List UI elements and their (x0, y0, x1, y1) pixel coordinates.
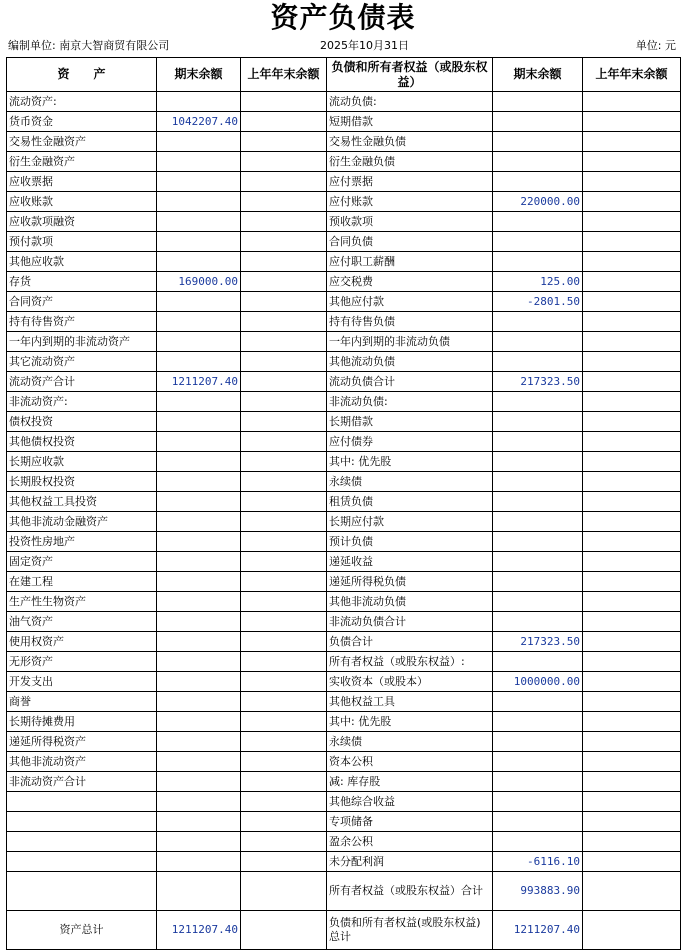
table-row (7, 412, 681, 432)
liability-end-value (493, 232, 583, 252)
asset-prev-value (241, 92, 327, 112)
asset-label: 油气资产 (7, 612, 157, 632)
grand-total-row (7, 911, 681, 950)
asset-label: 债权投资 (7, 412, 157, 432)
liability-prev-value (583, 512, 681, 532)
liability-label: 减: 库存股 (327, 772, 493, 792)
total-liab-equity-label: 负债和所有者权益(或股东权益)总计 (327, 911, 493, 950)
liability-label: 非流动负债: (327, 392, 493, 412)
asset-end-value (157, 672, 241, 692)
table-row (7, 792, 681, 812)
asset-label: 长期应收款 (7, 452, 157, 472)
asset-end-value (157, 452, 241, 472)
asset-end-value (157, 492, 241, 512)
asset-label: 合同资产 (7, 292, 157, 312)
liability-end-value (493, 492, 583, 512)
table-row (7, 732, 681, 752)
asset-prev-value (241, 792, 327, 812)
asset-label (7, 812, 157, 832)
liability-prev-value (583, 232, 681, 252)
liability-label: 其中: 优先股 (327, 452, 493, 472)
liability-prev-value (583, 392, 681, 412)
liability-prev-value (583, 652, 681, 672)
table-row (7, 352, 681, 372)
liability-prev-value (583, 672, 681, 692)
asset-label: 递延所得税资产 (7, 732, 157, 752)
liability-end-value (493, 412, 583, 432)
liability-end-value (493, 472, 583, 492)
liability-label: 持有待售负债 (327, 312, 493, 332)
asset-label: 其他权益工具投资 (7, 492, 157, 512)
liability-label: 未分配利润 (327, 852, 493, 872)
asset-prev-value (241, 432, 327, 452)
asset-end-value: 169000.00 (157, 272, 241, 292)
liability-prev-value (583, 352, 681, 372)
asset-prev-value (241, 252, 327, 272)
table-row (7, 272, 681, 292)
liability-end-value (493, 752, 583, 772)
asset-prev-value (241, 172, 327, 192)
asset-label: 应收款项融资 (7, 212, 157, 232)
liability-end-value (493, 392, 583, 412)
table-row (7, 372, 681, 392)
total-assets-label: 资产总计 (7, 911, 157, 950)
asset-prev-value (241, 272, 327, 292)
header-prev-year: 上年年末余额 (241, 58, 327, 92)
asset-end-value (157, 612, 241, 632)
asset-label: 无形资产 (7, 652, 157, 672)
table-row (7, 612, 681, 632)
asset-end-value (157, 292, 241, 312)
table-row (7, 172, 681, 192)
liability-label: 资本公积 (327, 752, 493, 772)
liability-label: 非流动负债合计 (327, 612, 493, 632)
asset-label: 其他应收款 (7, 252, 157, 272)
liability-prev-value (583, 212, 681, 232)
table-row (7, 92, 681, 112)
liability-prev-value (583, 792, 681, 812)
asset-label: 长期待摊费用 (7, 712, 157, 732)
asset-end-value (157, 792, 241, 812)
asset-prev-value (241, 752, 327, 772)
liability-prev-value (583, 272, 681, 292)
liability-prev-value (583, 712, 681, 732)
liability-prev-value (583, 132, 681, 152)
table-row (7, 852, 681, 872)
asset-prev-value (241, 292, 327, 312)
table-row (7, 252, 681, 272)
liability-end-value (493, 352, 583, 372)
asset-prev-value (241, 452, 327, 472)
liability-label: 一年内到期的非流动负债 (327, 332, 493, 352)
liability-prev-value (583, 752, 681, 772)
equity-total-value: 993883.90 (493, 872, 583, 911)
asset-end-value (157, 552, 241, 572)
liability-prev-value (583, 332, 681, 352)
header-assets: 资 产 (7, 58, 157, 92)
liability-prev-value (583, 832, 681, 852)
asset-label (7, 852, 157, 872)
asset-label: 生产性生物资产 (7, 592, 157, 612)
asset-label: 应收账款 (7, 192, 157, 212)
liability-prev-value (583, 252, 681, 272)
asset-prev-value (241, 712, 327, 732)
liability-label: 其他综合收益 (327, 792, 493, 812)
asset-label: 其他债权投资 (7, 432, 157, 452)
asset-label (7, 792, 157, 812)
liability-prev-value (583, 492, 681, 512)
asset-prev-value (241, 832, 327, 852)
asset-label: 持有待售资产 (7, 312, 157, 332)
asset-prev-value (241, 132, 327, 152)
asset-prev-value (241, 732, 327, 752)
asset-end-value (157, 692, 241, 712)
asset-label: 使用权资产 (7, 632, 157, 652)
asset-end-value (157, 772, 241, 792)
asset-prev-value (241, 232, 327, 252)
liability-prev-value (583, 572, 681, 592)
table-row (7, 432, 681, 452)
liability-label: 实收资本（或股本） (327, 672, 493, 692)
asset-label: 在建工程 (7, 572, 157, 592)
asset-prev-value (241, 152, 327, 172)
asset-end-value (157, 412, 241, 432)
liability-prev-value (583, 412, 681, 432)
asset-prev-value (241, 312, 327, 332)
asset-prev-value (241, 472, 327, 492)
asset-end-value (157, 712, 241, 732)
table-header-row (7, 58, 681, 92)
asset-label (7, 832, 157, 852)
liability-label: 租赁负债 (327, 492, 493, 512)
liability-end-value (493, 692, 583, 712)
liability-end-value (493, 152, 583, 172)
asset-prev-value (241, 572, 327, 592)
asset-prev-value (241, 692, 327, 712)
liab-prev-value (583, 872, 681, 911)
asset-prev-value (241, 532, 327, 552)
liability-end-value (493, 772, 583, 792)
table-row (7, 112, 681, 132)
liability-prev-value (583, 292, 681, 312)
asset-label: 开发支出 (7, 672, 157, 692)
asset-end-value (157, 832, 241, 852)
liability-label: 其他流动负债 (327, 352, 493, 372)
table-row (7, 672, 681, 692)
header-end-balance: 期末余额 (157, 58, 241, 92)
liability-end-value: 217323.50 (493, 632, 583, 652)
liability-end-value (493, 92, 583, 112)
asset-label: 一年内到期的非流动资产 (7, 332, 157, 352)
liability-prev-value (583, 112, 681, 132)
asset-label: 固定资产 (7, 552, 157, 572)
liability-prev-value (583, 192, 681, 212)
asset-label: 商誉 (7, 692, 157, 712)
liability-label: 应付票据 (327, 172, 493, 192)
asset-prev-value (241, 592, 327, 612)
liability-label: 长期借款 (327, 412, 493, 432)
liability-prev-value (583, 692, 681, 712)
liability-label: 所有者权益（或股东权益）: (327, 652, 493, 672)
table-row (7, 632, 681, 652)
liability-prev-value (583, 432, 681, 452)
asset-end-value (157, 252, 241, 272)
liability-end-value (493, 172, 583, 192)
liability-end-value (493, 712, 583, 732)
table-row (7, 532, 681, 552)
asset-end-value (157, 872, 241, 911)
asset-prev-value (241, 872, 327, 911)
liability-prev-value (583, 812, 681, 832)
liability-prev-value (583, 92, 681, 112)
asset-prev-value (241, 852, 327, 872)
liability-end-value (493, 432, 583, 452)
table-row (7, 332, 681, 352)
asset-prev-value (241, 812, 327, 832)
liability-label: 其他权益工具 (327, 692, 493, 712)
liability-end-value: 125.00 (493, 272, 583, 292)
asset-prev-value (241, 612, 327, 632)
asset-label: 流动资产: (7, 92, 157, 112)
liability-end-value (493, 112, 583, 132)
liability-end-value: 1000000.00 (493, 672, 583, 692)
header-liabilities: 负债和所有者权益（或股东权益） (327, 58, 493, 92)
liability-label: 短期借款 (327, 112, 493, 132)
table-row (7, 812, 681, 832)
liability-end-value (493, 612, 583, 632)
equity-total-label: 所有者权益（或股东权益）合计 (327, 872, 493, 911)
liability-end-value (493, 592, 583, 612)
table-row (7, 392, 681, 412)
liability-label: 永续债 (327, 472, 493, 492)
liability-prev-value (583, 772, 681, 792)
liability-prev-value (583, 452, 681, 472)
table-row (7, 512, 681, 532)
table-row (7, 232, 681, 252)
asset-end-value (157, 332, 241, 352)
liability-label: 长期应付款 (327, 512, 493, 532)
liability-label: 递延所得税负债 (327, 572, 493, 592)
liability-end-value (493, 452, 583, 472)
liability-label: 应付职工薪酬 (327, 252, 493, 272)
liability-prev-value (583, 472, 681, 492)
asset-label: 非流动资产: (7, 392, 157, 412)
asset-prev-value (241, 332, 327, 352)
liability-end-value (493, 832, 583, 852)
asset-label: 非流动资产合计 (7, 772, 157, 792)
header-end-balance-right: 期末余额 (493, 58, 583, 92)
asset-end-value (157, 852, 241, 872)
liability-prev-value (583, 732, 681, 752)
asset-end-value (157, 512, 241, 532)
asset-label: 投资性房地产 (7, 532, 157, 552)
asset-label: 其他非流动金融资产 (7, 512, 157, 532)
table-row (7, 492, 681, 512)
table-row (7, 592, 681, 612)
liability-end-value: -2801.50 (493, 292, 583, 312)
table-row (7, 652, 681, 672)
asset-end-value (157, 232, 241, 252)
report-date: 2025年10月31日 (320, 39, 409, 52)
asset-end-value: 1042207.40 (157, 112, 241, 132)
liability-end-value: 217323.50 (493, 372, 583, 392)
total-assets-prev-value (241, 911, 327, 950)
liability-label: 预计负债 (327, 532, 493, 552)
liability-label: 交易性金融负债 (327, 132, 493, 152)
asset-label: 流动资产合计 (7, 372, 157, 392)
asset-end-value (157, 472, 241, 492)
liability-end-value (493, 332, 583, 352)
table-row (7, 152, 681, 172)
asset-end-value (157, 572, 241, 592)
liability-label: 应付账款 (327, 192, 493, 212)
asset-end-value (157, 312, 241, 332)
asset-prev-value (241, 512, 327, 532)
asset-label: 其它流动资产 (7, 352, 157, 372)
currency-unit: 单位: 元 (635, 39, 676, 52)
liability-label: 应付债券 (327, 432, 493, 452)
table-row (7, 192, 681, 212)
liability-label: 衍生金融负债 (327, 152, 493, 172)
asset-prev-value (241, 772, 327, 792)
liability-label: 递延收益 (327, 552, 493, 572)
asset-label: 交易性金融资产 (7, 132, 157, 152)
asset-end-value (157, 752, 241, 772)
asset-label: 衍生金融资产 (7, 152, 157, 172)
asset-prev-value (241, 552, 327, 572)
liability-end-value: 220000.00 (493, 192, 583, 212)
asset-prev-value (241, 652, 327, 672)
asset-end-value (157, 392, 241, 412)
asset-end-value (157, 632, 241, 652)
asset-prev-value (241, 392, 327, 412)
liability-end-value (493, 552, 583, 572)
asset-prev-value (241, 212, 327, 232)
liability-label: 其中: 优先股 (327, 712, 493, 732)
balance-sheet-table (6, 57, 681, 950)
liability-end-value (493, 812, 583, 832)
liability-end-value (493, 132, 583, 152)
liability-prev-value (583, 612, 681, 632)
liability-prev-value (583, 372, 681, 392)
asset-label: 货币资金 (7, 112, 157, 132)
asset-end-value: 1211207.40 (157, 372, 241, 392)
total-liab-equity-value: 1211207.40 (493, 911, 583, 950)
asset-prev-value (241, 672, 327, 692)
asset-prev-value (241, 372, 327, 392)
liability-label: 合同负债 (327, 232, 493, 252)
total-assets-value: 1211207.40 (157, 911, 241, 950)
liability-end-value (493, 792, 583, 812)
liability-prev-value (583, 592, 681, 612)
asset-end-value (157, 212, 241, 232)
asset-prev-value (241, 632, 327, 652)
table-row (7, 472, 681, 492)
liability-label: 其他应付款 (327, 292, 493, 312)
liability-end-value (493, 512, 583, 532)
liability-end-value (493, 652, 583, 672)
liability-prev-value (583, 632, 681, 652)
asset-end-value (157, 132, 241, 152)
liability-label: 专项储备 (327, 812, 493, 832)
liability-end-value (493, 252, 583, 272)
liability-label: 负债合计 (327, 632, 493, 652)
asset-end-value (157, 812, 241, 832)
table-row (7, 772, 681, 792)
asset-end-value (157, 92, 241, 112)
table-row (7, 452, 681, 472)
liability-label: 预收款项 (327, 212, 493, 232)
asset-prev-value (241, 412, 327, 432)
liability-prev-value (583, 172, 681, 192)
table-row (7, 212, 681, 232)
liability-label: 应交税费 (327, 272, 493, 292)
asset-end-value (157, 652, 241, 672)
liability-label: 流动负债: (327, 92, 493, 112)
table-row (7, 132, 681, 152)
company-name: 编制单位: 南京大智商贸有限公司 (8, 39, 170, 52)
liability-end-value (493, 572, 583, 592)
asset-end-value (157, 432, 241, 452)
liability-prev-value (583, 552, 681, 572)
asset-end-value (157, 152, 241, 172)
asset-label (7, 872, 157, 911)
asset-prev-value (241, 352, 327, 372)
header-prev-year-right: 上年年末余额 (583, 58, 681, 92)
table-row (7, 832, 681, 852)
asset-end-value (157, 592, 241, 612)
liability-end-value (493, 312, 583, 332)
table-row (7, 752, 681, 772)
liability-end-value (493, 212, 583, 232)
report-title: 资产负债表 (270, 1, 416, 34)
asset-label: 预付款项 (7, 232, 157, 252)
liability-end-value (493, 732, 583, 752)
liability-label: 盈余公积 (327, 832, 493, 852)
asset-end-value (157, 172, 241, 192)
asset-end-value (157, 192, 241, 212)
asset-prev-value (241, 192, 327, 212)
liability-label: 流动负债合计 (327, 372, 493, 392)
liability-label: 永续债 (327, 732, 493, 752)
table-row (7, 692, 681, 712)
table-row (7, 312, 681, 332)
equity-total-row (7, 872, 681, 911)
asset-label: 其他非流动资产 (7, 752, 157, 772)
asset-end-value (157, 532, 241, 552)
table-row (7, 572, 681, 592)
asset-end-value (157, 352, 241, 372)
asset-prev-value (241, 112, 327, 132)
liability-prev-value (583, 152, 681, 172)
liability-end-value (493, 532, 583, 552)
table-row (7, 712, 681, 732)
liability-prev-value (583, 532, 681, 552)
table-row (7, 292, 681, 312)
table-row (7, 552, 681, 572)
asset-label: 应收票据 (7, 172, 157, 192)
asset-label: 存货 (7, 272, 157, 292)
liability-prev-value (583, 312, 681, 332)
asset-end-value (157, 732, 241, 752)
liability-label: 其他非流动负债 (327, 592, 493, 612)
liability-end-value: -6116.10 (493, 852, 583, 872)
asset-prev-value (241, 492, 327, 512)
asset-label: 长期股权投资 (7, 472, 157, 492)
total-liab-equity-prev-value (583, 911, 681, 950)
liability-prev-value (583, 852, 681, 872)
